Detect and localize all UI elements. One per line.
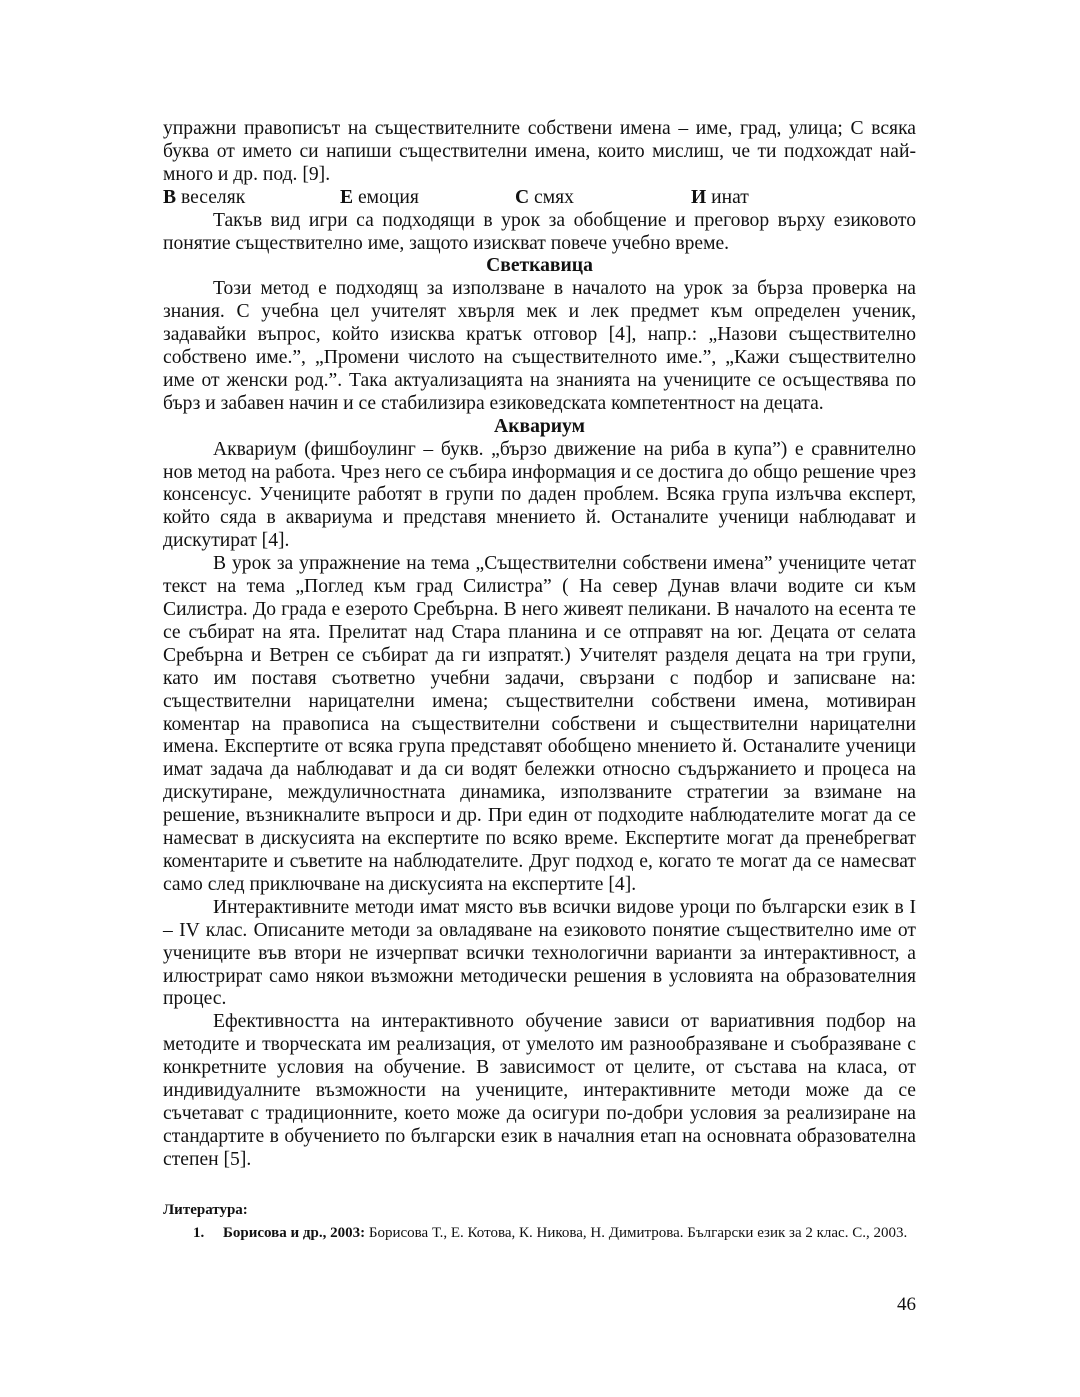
reference-author: Борисова и др., 2003:: [223, 1224, 366, 1241]
paragraph-intro: упражни правописът на съществителните собствени имена – име, град, улица; С всяка буква от името си напиши съществителни имена, които мислиш, че ти подхождат най-много и др. под. [9].: [163, 118, 916, 185]
paragraph-games-note: Такъв вид игри са подходящи в урок за обобщение и преговор върху езиковото понятие съществително име, защото изискват повече учебно време.: [163, 209, 916, 254]
page-body: [163, 118, 916, 1243]
paragraph-effectiveness: Ефективността на интерактивното обучение зависи от вариативния подбор на методите и творческата им реализация, от умелото им разнообразяване и съобразяване с конкретните условия на обучение. В зависимост от целите, от състава на класа, от индивидуалните възможности на учениците, интерактивните методи може да се съчетават с традиционните, което може да осигури по-добри условия за реализиране на стандартите в обучението по български език в началния етап на основната образователна степен [5].: [163, 1011, 916, 1170]
acrostic-item-s: С смях: [515, 186, 574, 208]
paragraph-akvarium-intro: Аквариум (фишбоулинг – букв. „бързо движение на риба в купа”) е сравнително нов метод на работа. Чрез него се събира информация и се достига до общо решение чрез консенсус. Учениците работят в групи по даден проблем. Всяка група излъчва експерт, който сяда в аквариума и представя мнението й. Останалите ученици наблюдават и дискутират [4].: [163, 438, 916, 552]
reference-text: Борисова Т., Е. Котова, К. Никова, Н. Димитрова. Български език за 2 клас. С., 2003.: [365, 1224, 908, 1241]
paragraph-akvarium-example: В урок за упражнение на тема „Съществителни собствени имена” учениците четат текст на тема „Поглед към град Силистра” ( На север Дунав влачи водите си към Силистра. До града е езерото Сребърна. В него живеят пеликани. В началото на есента те се събират на ята. Прелитат над Стара планина и се отправят на юг. Децата от селата Сребърна и Ветрен се събират да ги изпратят.) Учителят разделя децата на три групи, като им поставя съответно учебни задачи, свързани с подбор и записване на: съществителни нарицателни имена; съществителни собствени имена, мотивиран коментар на правописа на съществителни собствени и съществителни нарицателни имена. Експертите от всяка група представят обобщено мнението й. Останалите ученици имат задача да наблюдават и да си водят бележки относно съдържанието и процеса на дискутиране, междуличностната динамика, използваните стратегии за взимане на решение, възникналите въпроси и др. При един от подходите наблюдателите могат да се намесват в дискусията на експертите по всяко време. Експертите могат да пренебрегват коментарите и съветите на наблюдателите. Друг подход е, когато те могат да се намесват само след приключване на дискусията на експертите [4].: [163, 553, 916, 895]
heading-svetkavitsa: Светкавица: [486, 255, 593, 277]
heading-akvarium: Аквариум: [494, 415, 585, 437]
references-title: Литература:: [163, 1201, 248, 1218]
reference-item: [163, 1223, 916, 1243]
vesi-acrostic-row: [163, 187, 916, 210]
paragraph-interactive-methods: Интерактивните методи имат място във всички видове уроци по български език в I – IV клас. Описаните методи за овладяване на езиковото понятие съществително име от учениците във втори не изчерпват всички технологични варианти за интерактивност, а илюстрират само някои възможни методически решения в условията на образователния процес.: [163, 896, 916, 1010]
reference-number: 1.: [193, 1224, 205, 1241]
acrostic-item-v: В веселяк: [163, 186, 246, 208]
page-number: 46: [897, 1294, 916, 1315]
acrostic-item-e: Е емоция: [340, 186, 419, 208]
paragraph-svetkavitsa: Този метод е подходящ за използване в началото на урок за бърза проверка на знания. С учебна цел учителят хвърля мек и лек предмет към определен ученик, задавайки въпрос, който изисква кратък отговор [4], напр.: „Назови съществително собствено име.”, „Промени числото на съществителното име.”, „Кажи съществително име от женски род.”. Така актуализацията на знанията на учениците се осъществява по бърз и забавен начин и се стабилизира езиковедската компетентност на децата.: [163, 278, 916, 414]
references-section: [163, 1200, 916, 1243]
acrostic-item-i: И инат: [691, 186, 749, 208]
